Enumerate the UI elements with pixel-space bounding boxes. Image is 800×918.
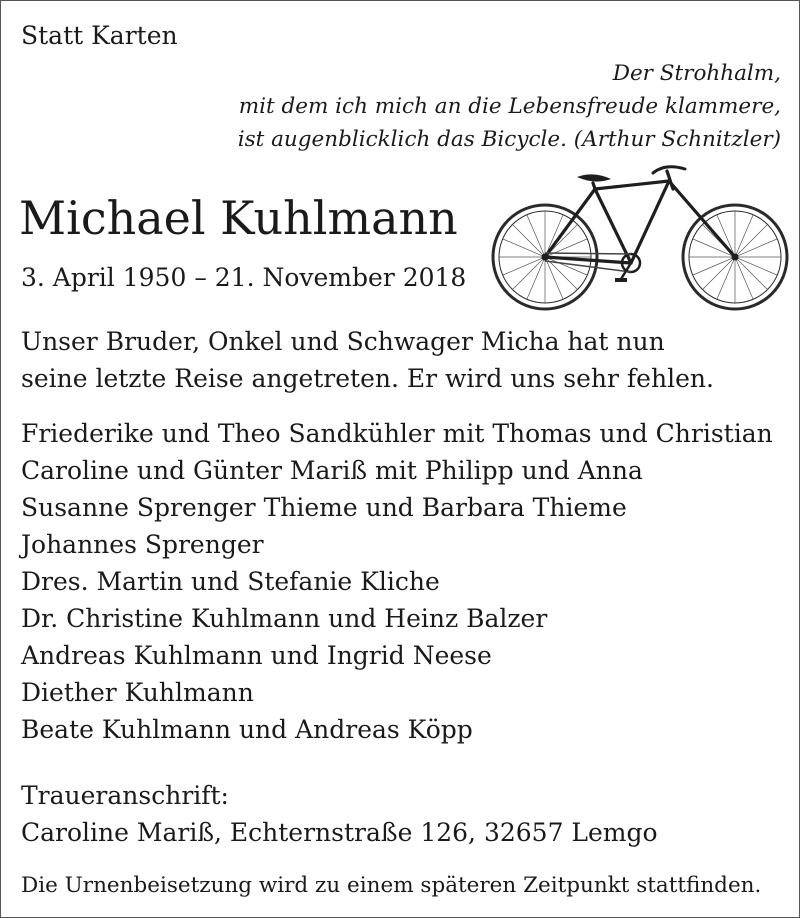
bicycle-illustration	[489, 153, 791, 313]
mourners-list	[21, 415, 773, 748]
address-line: Caroline Mariß, Echternstraße 126, 32657 Lemgo	[21, 818, 658, 847]
quote-line: mit dem ich mich an die Lebensfreude klammere,	[238, 94, 781, 119]
mourner: Susanne Sprenger Thieme und Barbara Thieme	[21, 493, 627, 522]
deceased-name: Michael Kuhlmann	[19, 191, 458, 245]
quote-line: Der Strohhalm,	[612, 61, 781, 86]
address-label: Traueranschrift:	[21, 781, 229, 810]
intro-text	[21, 323, 714, 397]
mourner: Dr. Christine Kuhlmann und Heinz Balzer	[21, 604, 548, 633]
statt-karten-label: Statt Karten	[21, 21, 178, 50]
mourner: Beate Kuhlmann und Andreas Köpp	[21, 715, 473, 744]
life-dates: 3. April 1950 – 21. November 2018	[21, 263, 467, 292]
mourner: Caroline und Günter Mariß mit Philipp und Anna	[21, 456, 643, 485]
burial-note: Die Urnenbeisetzung wird zu einem späteren Zeitpunkt stattfinden.	[21, 873, 762, 898]
quote	[238, 57, 781, 156]
mourner: Johannes Sprenger	[21, 530, 264, 559]
mourner: Friederike und Theo Sandkühler mit Thomas und Christian	[21, 419, 773, 448]
mourner: Andreas Kuhlmann und Ingrid Neese	[21, 641, 492, 670]
mourner: Diether Kuhlmann	[21, 678, 254, 707]
intro-line: Unser Bruder, Onkel und Schwager Micha hat nun	[21, 327, 665, 356]
quote-line: ist augenblicklich das Bicycle. (Arthur Schnitzler)	[237, 127, 781, 152]
mourner: Dres. Martin und Stefanie Kliche	[21, 567, 440, 596]
mourning-address	[21, 777, 658, 851]
intro-line: seine letzte Reise angetreten. Er wird uns sehr fehlen.	[21, 364, 714, 393]
